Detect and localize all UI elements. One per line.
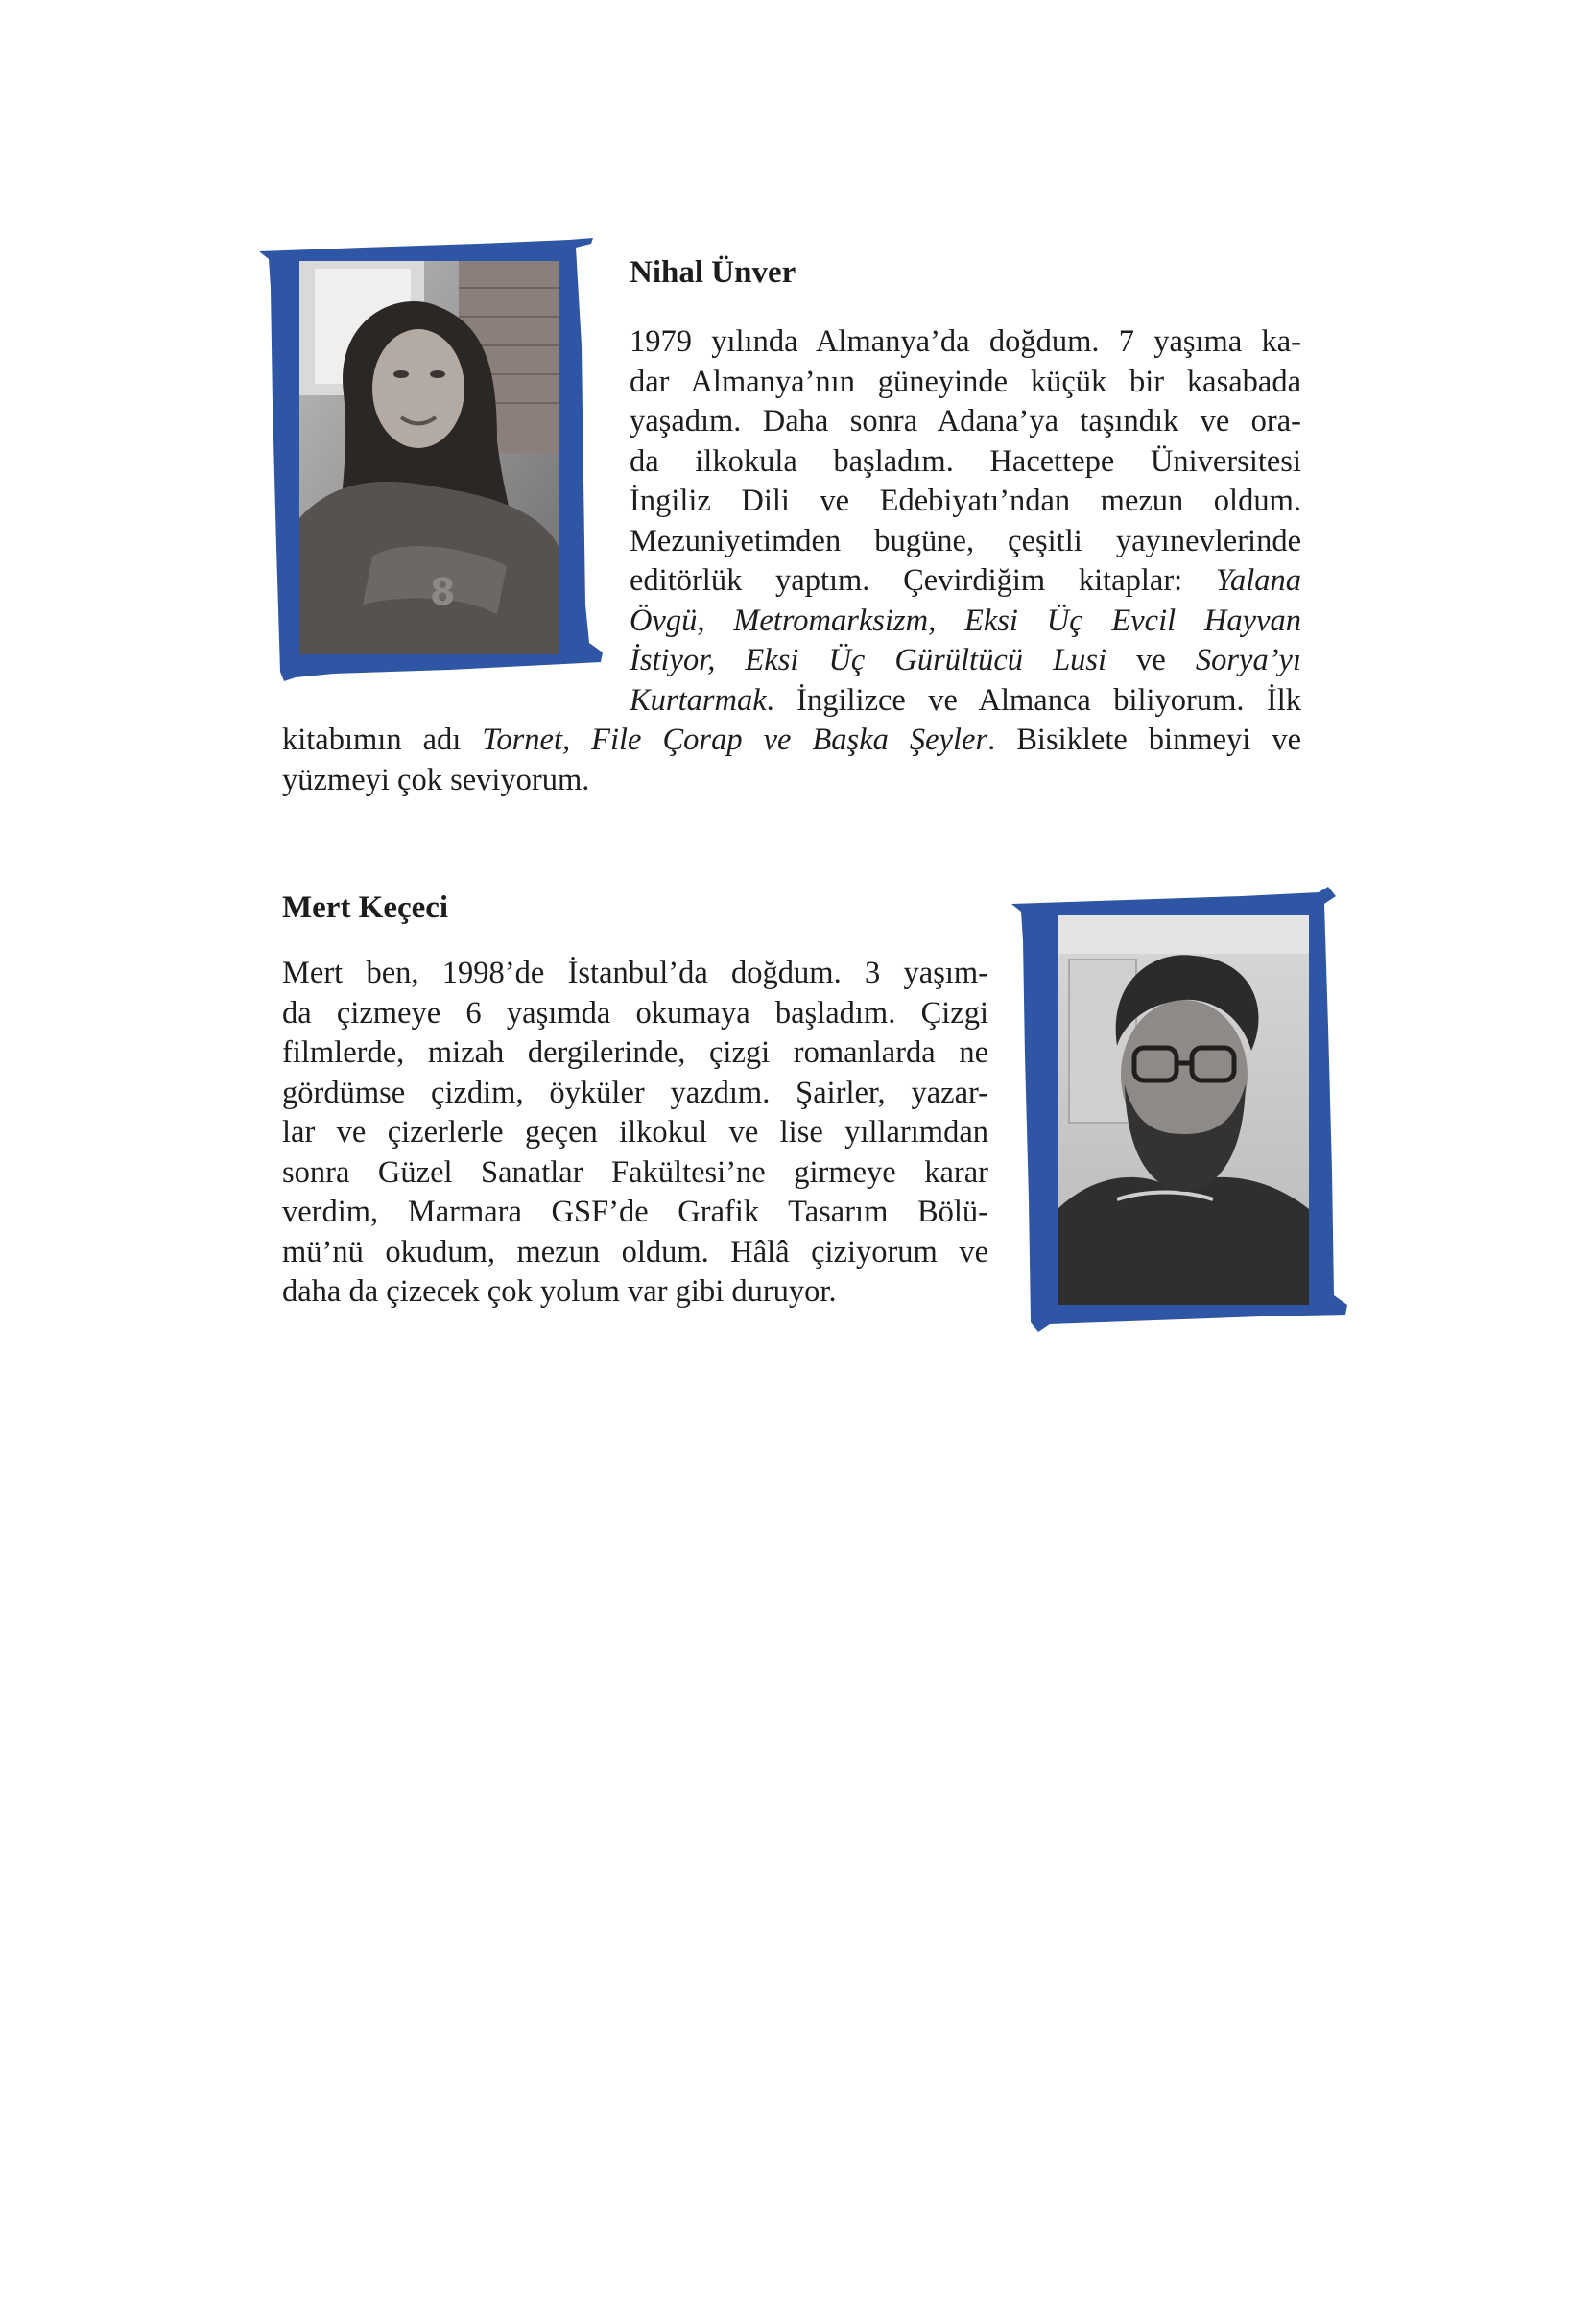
bio-line: sonra Güzel Sanatlar Fakültesi’ne girmeye karar [282,1154,988,1190]
bio-line: Mezuniyetimden bugüne, çeşitli yayınevlerinde [630,523,1301,558]
bio-line: Övgü, Metromarksizm, Eksi Üç Evcil Hayvan [630,603,1301,638]
author-bio-2 [282,954,988,1313]
bio-line: filmlerde, mizah dergilerinde, çizgi romanlarda ne [282,1035,988,1070]
bio-line: lar ve çizerlerle geçen ilkokul ve lise yıllarımdan [282,1115,988,1150]
bio-line: mü’nü okudum, mezun oldum. Hâlâ çiziyorum ve [282,1234,988,1269]
bio-line: İngiliz Dili ve Edebiyatı’ndan mezun oldum. [630,484,1301,518]
bio-line: daha da çizecek çok yolum var gibi duruyor. [282,1274,837,1309]
author-name-1: Nihal Ünver [630,255,796,290]
bio-line: yüzmeyi çok seviyorum. [282,762,590,797]
bio-line: editörlük yaptım. Çevirdiğim kitaplar: Yalana [630,563,1301,598]
bio-line: Kurtarmak. İngilizce ve Almanca biliyorum. İlk [630,682,1301,718]
bio-line: dar Almanya’nın güneyinde küçük bir kasabada [630,364,1301,399]
author-bio-1-continued [282,721,1301,800]
bio-line: gördümse çizdim, öyküler yazdım. Şairler, yazar- [282,1075,988,1110]
bio-line: yaşadım. Daha sonra Adana’ya taşındık ve ora- [630,404,1301,439]
bio-line: da çizmeye 6 yaşımda okumaya başladım. Çizgi [282,995,988,1031]
author-photo-frame-2 [1011,883,1357,1334]
bio-line: 1979 yılında Almanya’da doğdum. 7 yaşıma ka- [630,324,1301,359]
author-photo-1 [257,230,612,681]
bio-line: kitabımın adı Tornet, File Çorap ve Başka Şeyler. Bisiklete binmeyi ve [282,723,1301,757]
bio-line: İstiyor, Eksi Üç Gürültücü Lusi ve Sorya’yı [630,643,1301,677]
author-name-2: Mert Keçeci [282,890,449,925]
svg-text:8: 8 [430,571,456,613]
author-bio-1 [630,322,1301,721]
author-photo-frame-1 [257,230,612,681]
bio-line: Mert ben, 1998’de İstanbul’da doğdum. 3 yaşım- [282,956,988,990]
author-photo-2 [1011,883,1357,1334]
bio-line: verdim, Marmara GSF’de Grafik Tasarım Bölü- [282,1195,988,1229]
bio-line: da ilkokula başladım. Hacettepe Üniversitesi [630,443,1301,479]
